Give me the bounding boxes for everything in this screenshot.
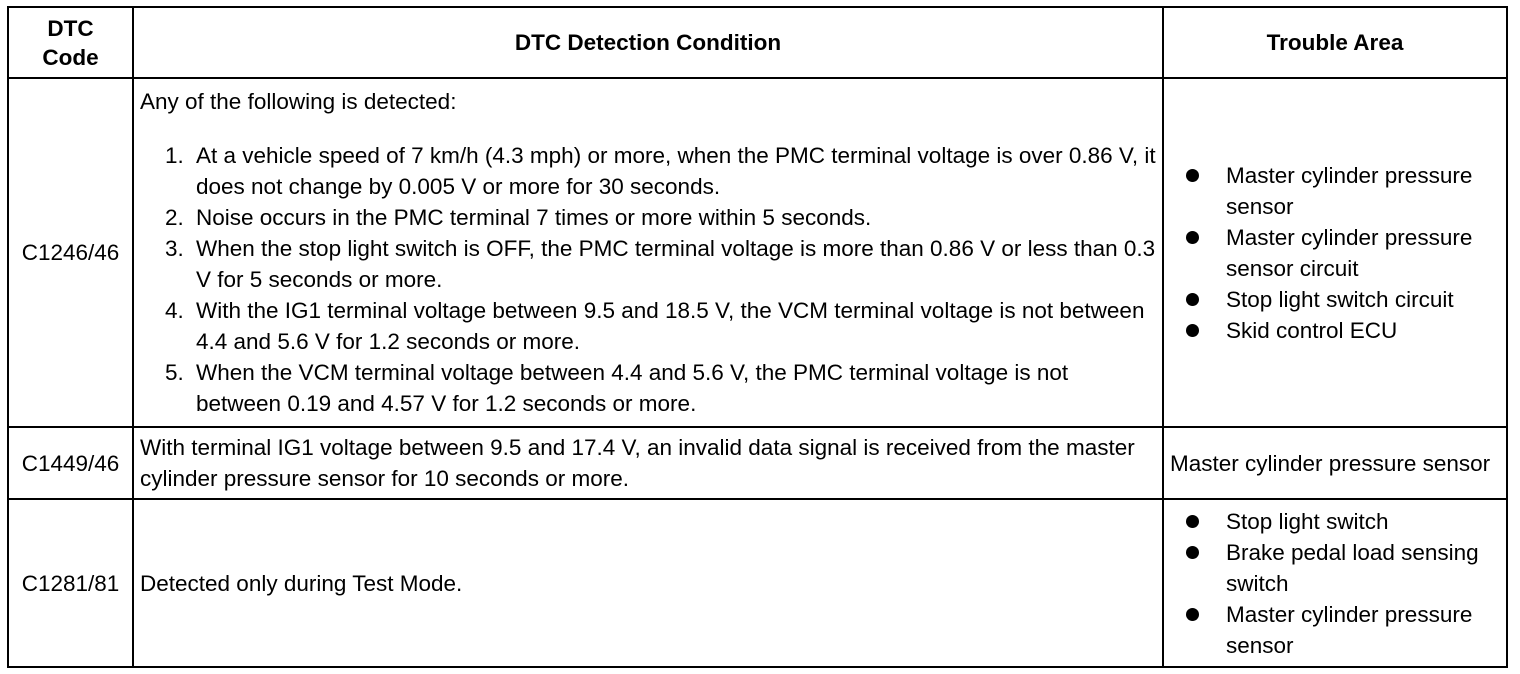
header-detection-condition: DTC Detection Condition	[133, 7, 1163, 78]
trouble-area-cell	[1163, 499, 1507, 667]
trouble-area-item: Master cylinder pressure sensor	[1186, 599, 1500, 661]
condition-item: 4. With the IG1 terminal voltage between 9.5 and 18.5 V, the VCM terminal voltage is not between 4.4 and 5.6 V for 1.2 seconds or more.	[190, 295, 1156, 357]
detection-condition-cell	[133, 78, 1163, 427]
table-row	[8, 427, 1507, 499]
dtc-code-cell: C1246/46	[8, 78, 133, 427]
condition-item: 2. Noise occurs in the PMC terminal 7 times or more within 5 seconds.	[190, 202, 1156, 233]
condition-item: 1. At a vehicle speed of 7 km/h (4.3 mph) or more, when the PMC terminal voltage is over 0.86 V, it does not change by 0.005 V or more for 30 seconds.	[190, 140, 1156, 202]
header-row	[8, 7, 1507, 78]
trouble-area-cell: Master cylinder pressure sensor	[1163, 427, 1507, 499]
dtc-code-cell: C1281/81	[8, 499, 133, 667]
trouble-area-list	[1170, 506, 1500, 661]
detection-condition-cell: Detected only during Test Mode.	[133, 499, 1163, 667]
trouble-area-item: Skid control ECU	[1186, 315, 1500, 346]
dtc-code-cell: C1449/46	[8, 427, 133, 499]
header-dtc-code: DTC Code	[8, 7, 133, 78]
dtc-table	[7, 6, 1508, 668]
table-row	[8, 499, 1507, 667]
table-row	[8, 78, 1507, 427]
condition-item: 5. When the VCM terminal voltage between 4.4 and 5.6 V, the PMC terminal voltage is not between 0.19 and 4.57 V for 1.2 seconds or more.	[190, 357, 1156, 419]
trouble-area-item: Master cylinder pressure sensor	[1186, 160, 1500, 222]
trouble-area-item: Brake pedal load sensing switch	[1186, 537, 1500, 599]
condition-intro: Any of the following is detected:	[140, 89, 457, 114]
condition-list	[140, 140, 1156, 419]
header-trouble-area: Trouble Area	[1163, 7, 1507, 78]
trouble-area-item: Master cylinder pressure sensor circuit	[1186, 222, 1500, 284]
detection-condition-cell: With terminal IG1 voltage between 9.5 and 17.4 V, an invalid data signal is received from the master cylinder pressure sensor for 10 seconds or more.	[133, 427, 1163, 499]
trouble-area-item: Stop light switch	[1186, 506, 1500, 537]
trouble-area-cell	[1163, 78, 1507, 427]
condition-item: 3. When the stop light switch is OFF, the PMC terminal voltage is more than 0.86 V or less than 0.3 V for 5 seconds or more.	[190, 233, 1156, 295]
trouble-area-item: Stop light switch circuit	[1186, 284, 1500, 315]
trouble-area-list	[1170, 160, 1500, 346]
